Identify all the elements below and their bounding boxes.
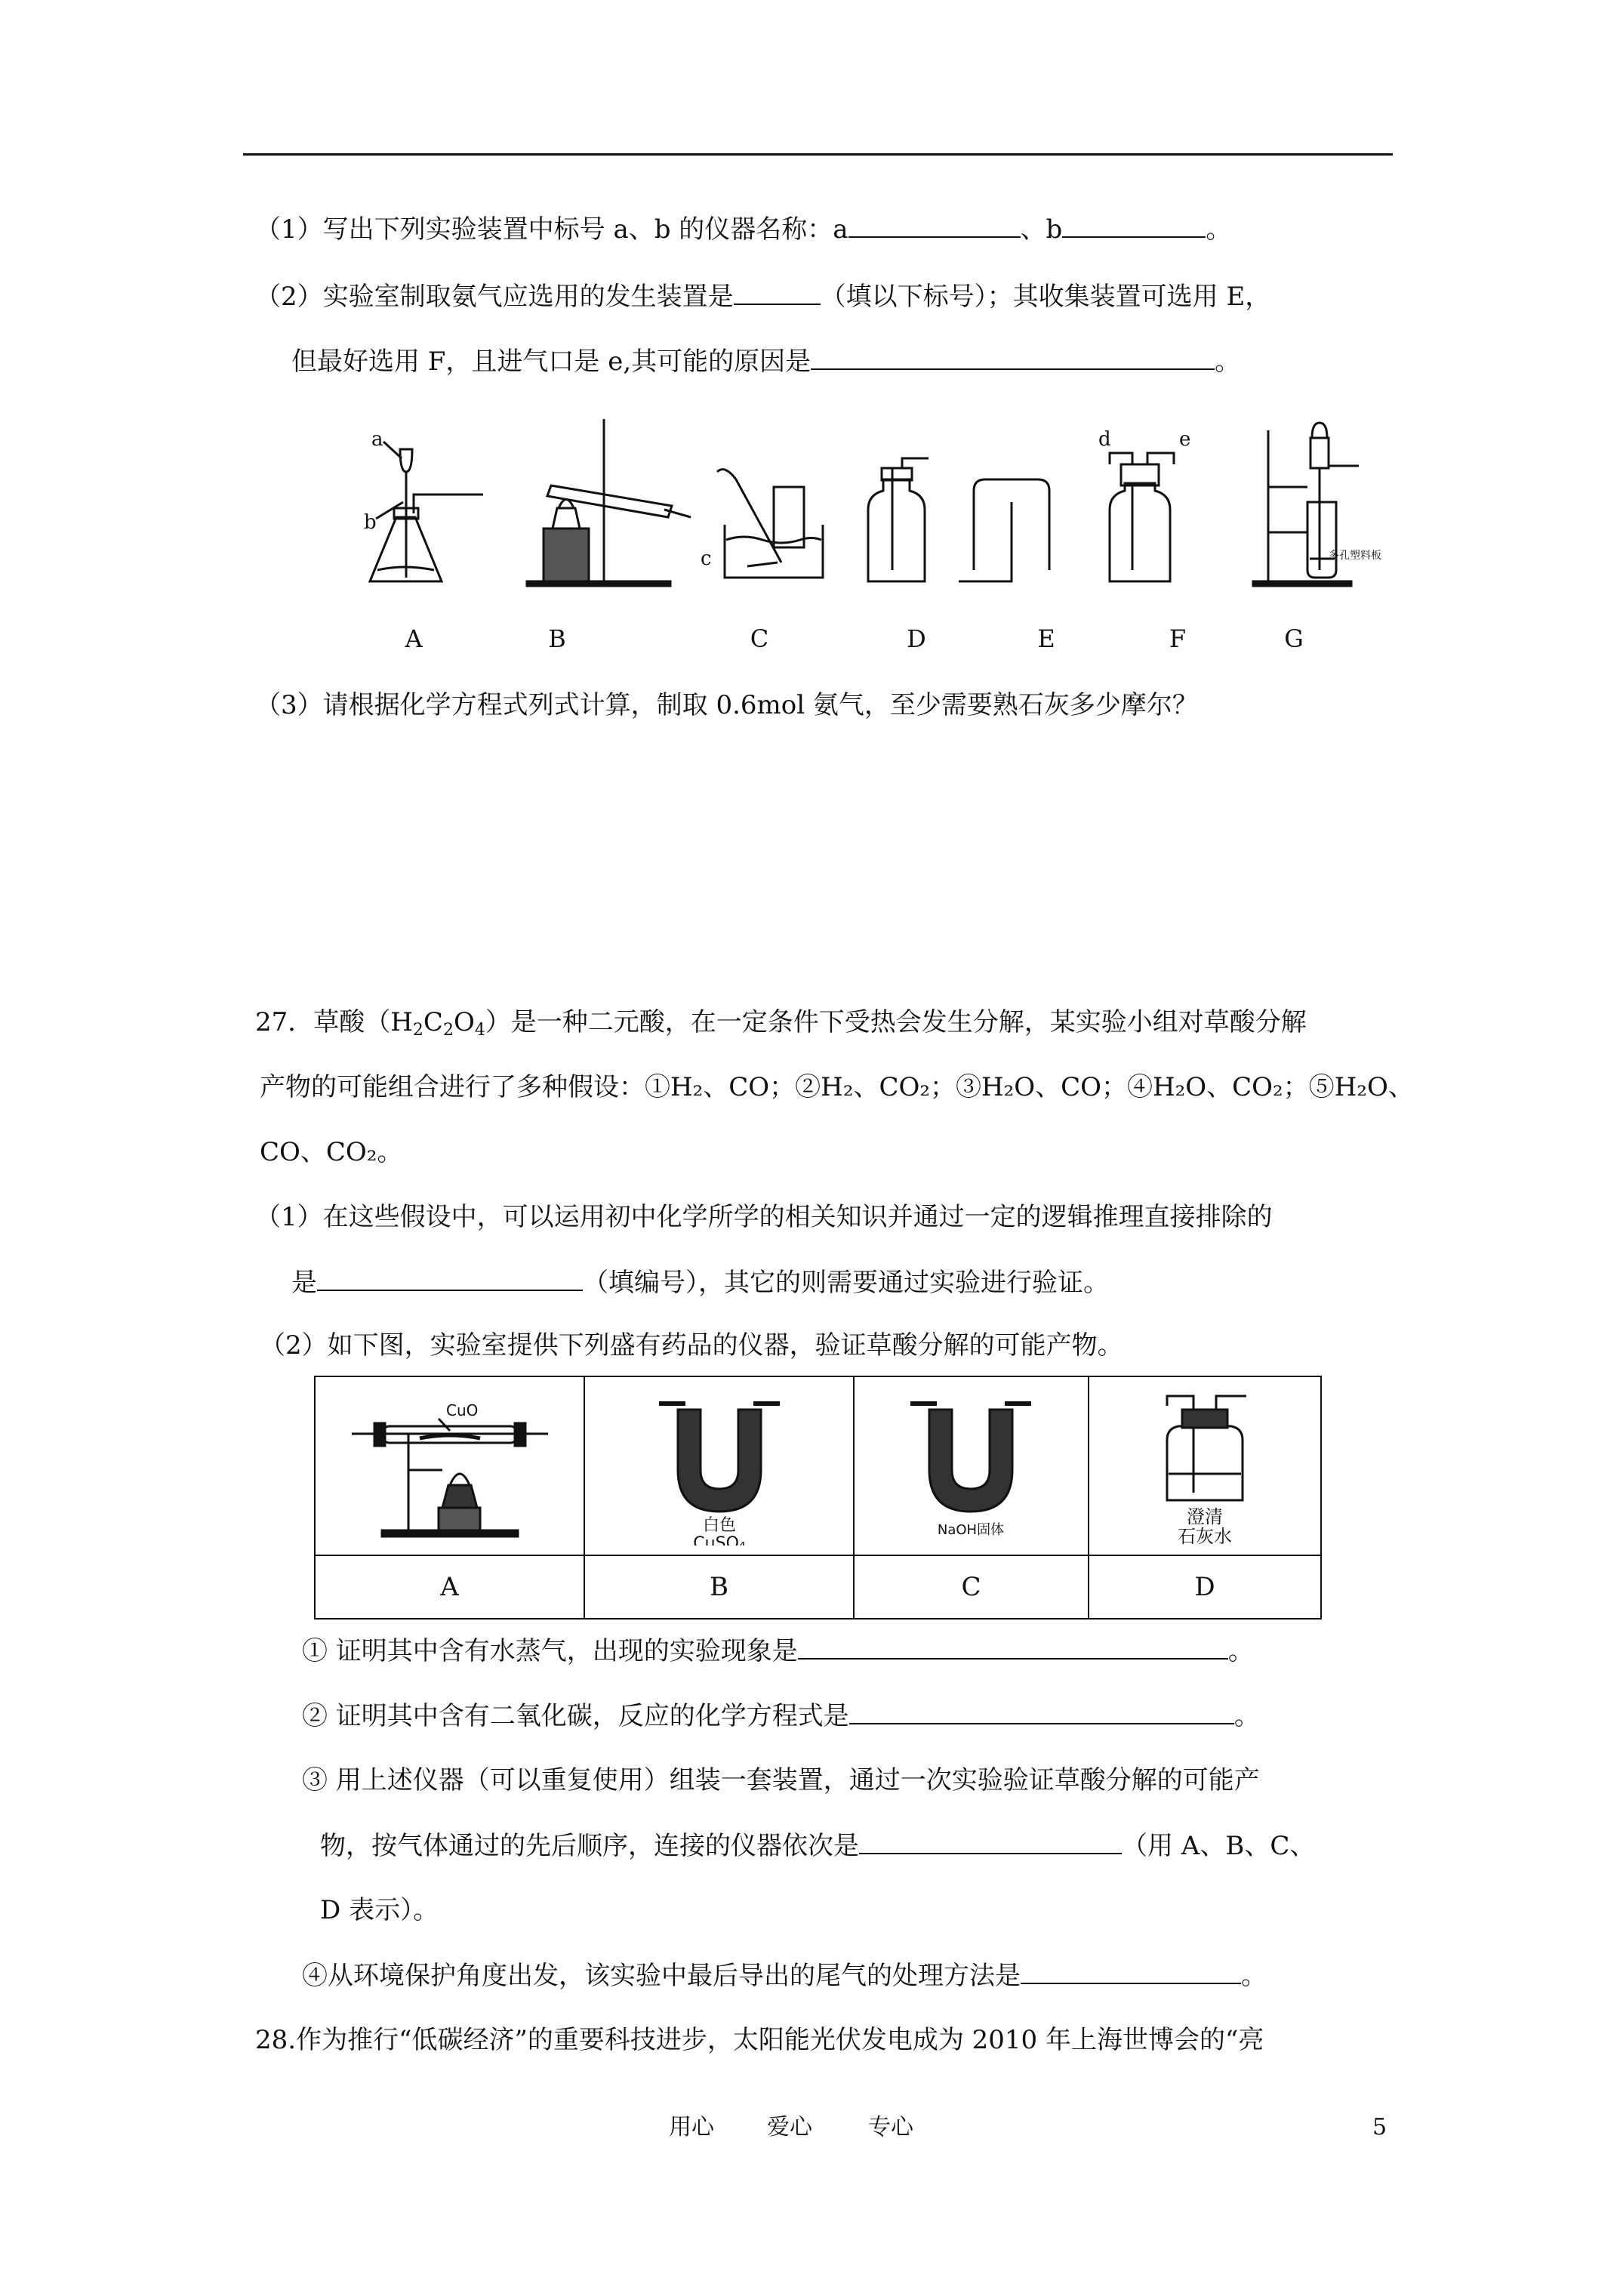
label-a: A (405, 624, 423, 653)
table-label-b: B (584, 1555, 854, 1619)
apparatus-c (717, 470, 823, 578)
p27-sub2: 2 (442, 1021, 454, 1040)
c2-text: ② 证明其中含有二氧化碳，反应的化学方程式是 (302, 1701, 849, 1731)
table-label-a: A (315, 1555, 584, 1619)
c4-end: 。 (1241, 1961, 1267, 1991)
problem-28: 28.作为推行“低碳经济”的重要科技进步，太阳能光伏发电成为 2010 年上海世博会的“亮 (255, 2025, 1264, 2055)
label-e: E (1037, 624, 1055, 653)
q2a-text: （2）实验室制取氨气应选用的发生装置是 (255, 282, 734, 312)
q2b-text: 但最好选用 F，且进气口是 e,其可能的原因是 (291, 347, 812, 377)
answer-blank-reason[interactable] (811, 346, 1215, 370)
apparatus-a (370, 449, 483, 581)
problem-27-q1-line2 (291, 1267, 1109, 1298)
answer-blank-b[interactable] (1062, 214, 1206, 238)
c2-end: 。 (1233, 1701, 1260, 1731)
u-tube-naoh (865, 1379, 1076, 1546)
problem-27-q1-line1: （1）在这些假设中，可以运用初中化学所学的相关知识并通过一定的逻辑推理直接排除的 (255, 1202, 1273, 1232)
p27-1b-text: 是 (291, 1268, 317, 1298)
tag-d: d (1098, 428, 1111, 451)
label-f: F (1169, 624, 1187, 653)
q1-end: 。 (1206, 214, 1232, 245)
question-1 (255, 214, 1231, 245)
cuo-tube-figure (337, 1379, 563, 1546)
question-2-line1 (255, 281, 1270, 312)
p27-mid1: C (423, 1007, 443, 1037)
p27-1b-end: （填编号），其它的则需要通过实验进行验证。 (583, 1268, 1109, 1298)
label-g: G (1284, 624, 1304, 653)
apparatus-d (868, 458, 929, 581)
apparatus-table (314, 1376, 1322, 1620)
q2b-end: 。 (1215, 347, 1241, 377)
subq-4 (302, 1960, 1267, 1991)
answer-blank-tailgas[interactable] (1021, 1960, 1241, 1984)
problem-27-q2: （2）如下图，实验室提供下列盛有药品的仪器，验证草酸分解的可能产物。 (260, 1330, 1123, 1361)
b-label-line2: CuSO₄ (692, 1534, 746, 1546)
footer-item-1: 用心 (669, 2114, 714, 2140)
question-3: （3）请根据化学方程式列式计算，制取 0.6mol 氨气，至少需要熟石灰多少摩尔？ (255, 690, 1198, 720)
answer-blank-order[interactable] (859, 1830, 1122, 1854)
subq-2 (302, 1700, 1260, 1731)
p27-post: ）是一种二元酸，在一定条件下受热会发生分解，某实验小组对草酸分解 (485, 1007, 1307, 1037)
d-label-line2: 石灰水 (1177, 1526, 1232, 1546)
subq-3-line2 (320, 1830, 1315, 1861)
tag-g-note: 多孔塑料板 (1329, 550, 1381, 562)
c1-text: ① 证明其中含有水蒸气，出现的实验现象是 (302, 1636, 798, 1666)
table-label-c: C (854, 1555, 1089, 1619)
p27-sub3: 4 (474, 1021, 485, 1040)
b-label-line1: 白色 (702, 1516, 736, 1535)
cell-a-image (315, 1376, 584, 1555)
problem-27-line3: CO、CO₂。 (260, 1137, 403, 1167)
cell-c-image (854, 1376, 1089, 1555)
apparatus-e (959, 479, 1049, 581)
p27-pre: 27．草酸（H (255, 1007, 413, 1037)
label-d: D (907, 624, 926, 653)
label-b: B (548, 624, 566, 653)
limewater-bottle (1099, 1379, 1310, 1546)
tag-b: b (364, 511, 377, 534)
page-number: 5 (1372, 2114, 1387, 2140)
p27-sub1: 2 (412, 1021, 423, 1040)
subq-3-line1: ③ 用上述仪器（可以重复使用）组装一套装置，通过一次实验验证草酸分解的可能产 (302, 1765, 1260, 1795)
d-label-line1: 澄清 (1186, 1506, 1223, 1527)
c3b-end: （用 A、B、C、 (1122, 1831, 1316, 1861)
tag-e: e (1179, 428, 1191, 451)
q1-sep: 、b (1020, 214, 1063, 245)
subq-1 (302, 1635, 1254, 1666)
subq-3-line3: D 表示）。 (320, 1895, 439, 1925)
apparatus-b (527, 419, 691, 586)
c1-end: 。 (1227, 1636, 1254, 1666)
tag-c: c (701, 547, 712, 570)
footer-item-2: 爱心 (767, 2114, 812, 2140)
apparatus-figure (355, 419, 1397, 600)
cell-b-image (584, 1376, 854, 1555)
apparatus-f (1110, 453, 1174, 581)
c-label: NaOH固体 (938, 1522, 1005, 1538)
cuo-label: CuO (445, 1401, 478, 1419)
table-label-d: D (1089, 1555, 1321, 1619)
c3b-text: 物，按气体通过的先后顺序，连接的仪器依次是 (320, 1831, 859, 1861)
u-tube-cuso4 (606, 1379, 833, 1546)
p27-mid2: O (453, 1007, 475, 1037)
tag-a: a (371, 428, 383, 451)
problem-27-line1 (255, 1007, 1307, 1040)
q2a-end: （填以下标号）；其收集装置可选用 E， (820, 282, 1271, 312)
q1-text: （1）写出下列实验装置中标号 a、b 的仪器名称：a (255, 214, 848, 245)
c4-text: ④从环境保护角度出发，该实验中最后导出的尾气的处理方法是 (302, 1961, 1021, 1991)
answer-blank-water[interactable] (798, 1635, 1228, 1660)
answer-blank-a[interactable] (848, 214, 1021, 238)
cell-d-image (1089, 1376, 1321, 1555)
header-rule (243, 153, 1393, 156)
question-2-line2 (291, 346, 1240, 377)
answer-blank-device[interactable] (734, 281, 821, 305)
problem-27-line2: 产物的可能组合进行了多种假设：①H₂、CO；②H₂、CO₂；③H₂O、CO；④H₂O、CO₂；⑤H₂O、 (260, 1072, 1414, 1102)
footer-item-3: 专心 (868, 2114, 913, 2140)
label-c: C (750, 624, 769, 653)
answer-blank-equation[interactable] (849, 1700, 1234, 1724)
answer-blank-excluded[interactable] (317, 1267, 583, 1291)
